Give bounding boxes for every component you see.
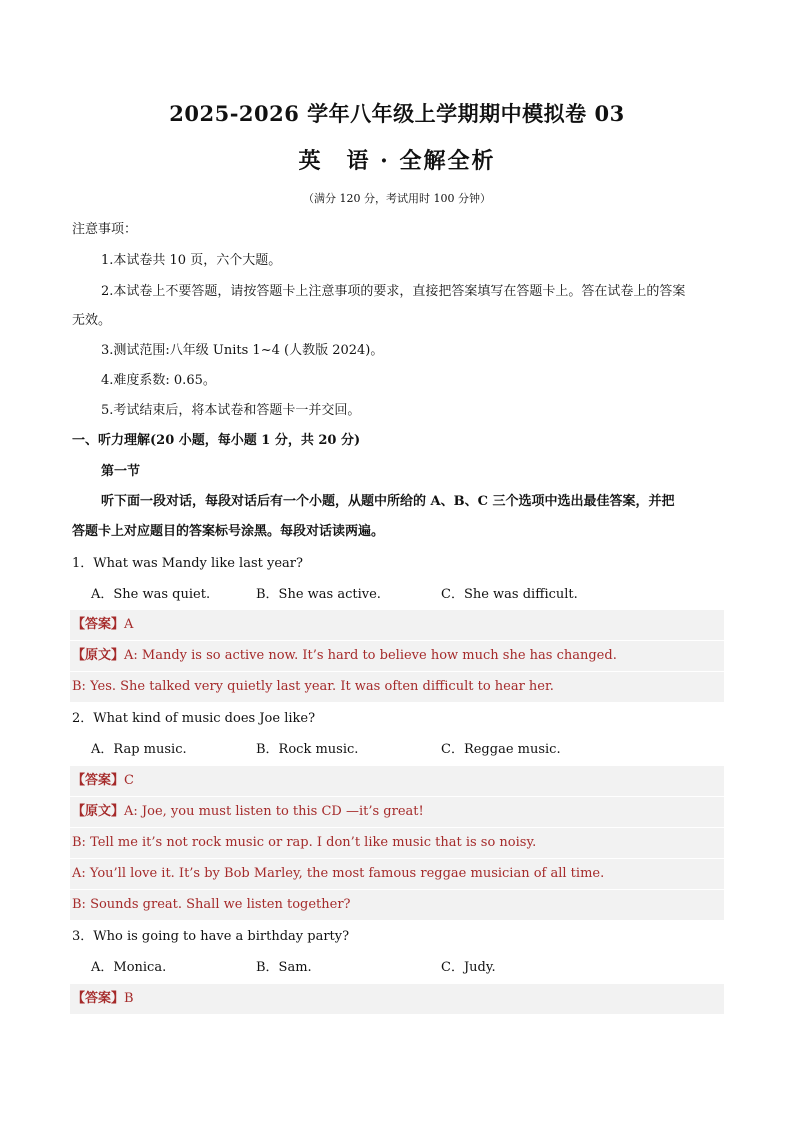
notice-item: 无效。 xyxy=(72,313,112,328)
notice-item: 3.测试范围:八年级 Units 1~4 (人教版 2024)。 xyxy=(101,343,384,358)
answer-row xyxy=(70,766,724,796)
notice-item: 1.本试卷共 10 页，六个大题。 xyxy=(101,253,282,268)
section-part: 第一节 xyxy=(101,464,141,479)
notice-item: 5.考试结束后，将本试卷和答题卡一并交回。 xyxy=(101,403,361,418)
section-heading: 一、听力理解(20 小题，每小题 1 分，共 20 分) xyxy=(72,433,361,448)
notice-heading: 注意事项： xyxy=(72,222,138,237)
exam-note: （满分 120 分，考试用时 100 分钟） xyxy=(303,192,491,205)
answer-tag: 【答案】 xyxy=(72,991,125,1006)
answer-value: B xyxy=(124,991,134,1006)
option-a: A．She was quiet. xyxy=(91,587,211,602)
option-c: C．Reggae music. xyxy=(441,742,561,757)
script-line: B: Yes. She talked very quietly last year. It was often difficult to hear her. xyxy=(72,679,554,694)
option-a: A．Rap music. xyxy=(91,742,187,757)
answer-value: A xyxy=(124,617,134,632)
page-title: 2025-2026 学年八年级上学期期中模拟卷 03 xyxy=(169,101,625,126)
script-row xyxy=(70,828,724,858)
section-instruction: 听下面一段对话，每段对话后有一个小题，从题中所给的 A、B、C 三个选项中选出最佳答案，并把 xyxy=(101,494,675,509)
script-line: A: Mandy is so active now. It’s hard to believe how much she has changed. xyxy=(124,648,617,663)
answer-tag: 【答案】 xyxy=(72,617,125,632)
page-subtitle: 英 语 · 全解全析 xyxy=(298,148,496,174)
notice-item: 4.难度系数: 0.65。 xyxy=(101,373,216,388)
option-c: C．She was difficult. xyxy=(441,587,578,602)
answer-row xyxy=(70,984,724,1014)
script-line: A: You’ll love it. It’s by Bob Marley, the most famous reggae musician of all time. xyxy=(72,866,605,881)
option-b: B．Rock music. xyxy=(256,742,359,757)
option-b: B．Sam. xyxy=(256,960,312,975)
question-stem: 1．What was Mandy like last year? xyxy=(72,556,303,571)
question-stem: 2．What kind of music does Joe like? xyxy=(72,711,316,726)
script-row xyxy=(70,672,724,702)
option-c: C．Judy. xyxy=(441,960,496,975)
answer-value: C xyxy=(124,773,134,788)
option-b: B．She was active. xyxy=(256,587,381,602)
option-a: A．Monica. xyxy=(91,960,167,975)
notice-item: 2.本试卷上不要答题，请按答题卡上注意事项的要求，直接把答案填写在答题卡上。答在试卷上的答案 xyxy=(101,284,686,299)
script-tag: 【原文】 xyxy=(72,804,125,819)
script-row xyxy=(70,859,724,889)
script-line: A: Joe, you must listen to this CD —it’s great! xyxy=(124,804,424,819)
answer-row xyxy=(70,610,724,640)
script-row xyxy=(70,641,724,671)
section-instruction: 答题卡上对应题目的答案标号涂黑。每段对话读两遍。 xyxy=(72,524,385,539)
script-row xyxy=(70,890,724,920)
script-row xyxy=(70,797,724,827)
script-line: B: Sounds great. Shall we listen together? xyxy=(72,897,351,912)
answer-tag: 【答案】 xyxy=(72,773,125,788)
question-stem: 3．Who is going to have a birthday party? xyxy=(72,929,350,944)
script-line: B: Tell me it’s not rock music or rap. I don’t like music that is so noisy. xyxy=(72,835,537,850)
script-tag: 【原文】 xyxy=(72,648,125,663)
